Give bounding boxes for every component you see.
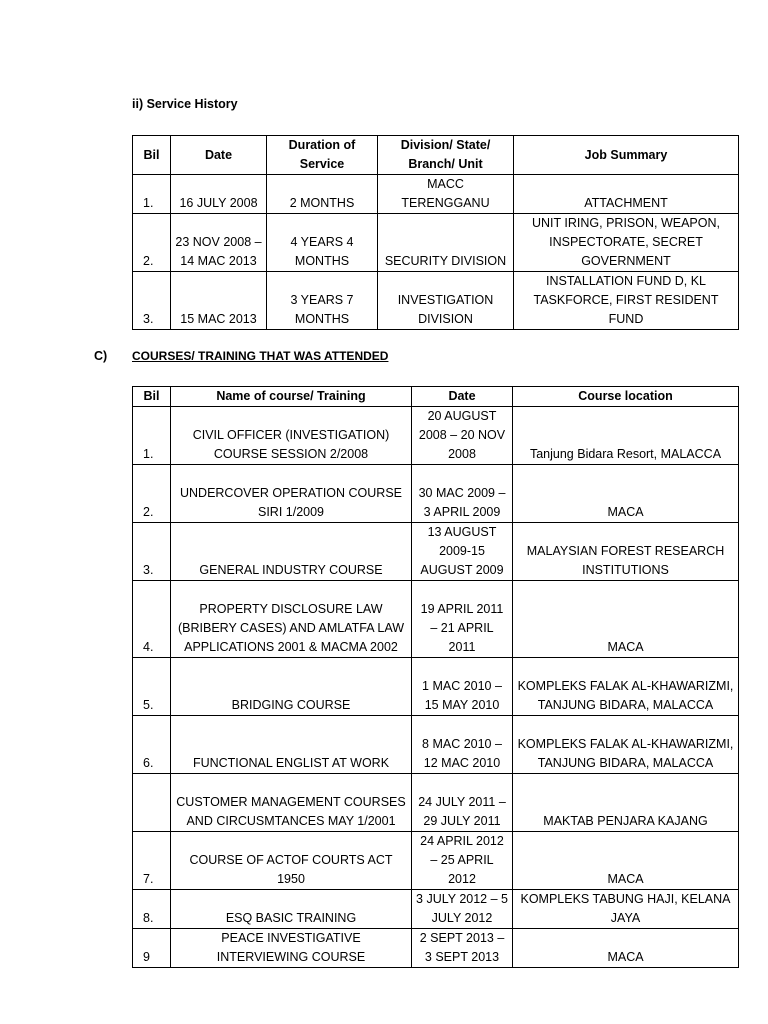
row-number: 9 <box>133 929 171 968</box>
row-number: 3. <box>133 523 171 581</box>
row-number <box>133 774 171 832</box>
column-header-bil: Bil <box>133 136 171 175</box>
service-division: MACC TERENGGANU <box>378 175 514 214</box>
table-row <box>133 832 739 890</box>
job-summary: ATTACHMENT <box>514 175 739 214</box>
table-row <box>133 407 739 465</box>
course-location: MACA <box>513 832 739 890</box>
courses-heading: COURSES/ TRAINING THAT WAS ATTENDED <box>132 349 389 363</box>
column-header-job-summary: Job Summary <box>514 136 739 175</box>
row-number: 8. <box>133 890 171 929</box>
course-date: 8 MAC 2010 – 12 MAC 2010 <box>412 716 513 774</box>
table-row <box>133 658 739 716</box>
course-date: 19 APRIL 2011 – 21 APRIL 2011 <box>412 581 513 658</box>
service-division: SECURITY DIVISION <box>378 214 514 272</box>
course-location: MAKTAB PENJARA KAJANG <box>513 774 739 832</box>
course-name: COURSE OF ACTOF COURTS ACT 1950 <box>171 832 412 890</box>
row-number: 7. <box>133 832 171 890</box>
row-number: 2. <box>133 214 171 272</box>
service-duration: 3 YEARS 7 MONTHS <box>267 272 378 330</box>
table-header-row <box>133 136 739 175</box>
table-row <box>133 929 739 968</box>
table-row <box>133 716 739 774</box>
course-name: PEACE INVESTIGATIVE INTERVIEWING COURSE <box>171 929 412 968</box>
service-history-heading: ii) Service History <box>132 97 238 111</box>
row-number: 1. <box>133 407 171 465</box>
course-location: KOMPLEKS FALAK AL-KHAWARIZMI, TANJUNG BIDARA, MALACCA <box>513 658 739 716</box>
course-name: BRIDGING COURSE <box>171 658 412 716</box>
column-header-division: Division/ State/ Branch/ Unit <box>378 136 514 175</box>
course-location: KOMPLEKS TABUNG HAJI, KELANA JAYA <box>513 890 739 929</box>
table-row <box>133 890 739 929</box>
service-duration: 2 MONTHS <box>267 175 378 214</box>
table-row <box>133 272 739 330</box>
row-number: 3. <box>133 272 171 330</box>
course-name: GENERAL INDUSTRY COURSE <box>171 523 412 581</box>
course-location: MACA <box>513 929 739 968</box>
course-name: FUNCTIONAL ENGLIST AT WORK <box>171 716 412 774</box>
table-row <box>133 465 739 523</box>
service-division: INVESTIGATION DIVISION <box>378 272 514 330</box>
course-location: Tanjung Bidara Resort, MALACCA <box>513 407 739 465</box>
course-date: 30 MAC 2009 – 3 APRIL 2009 <box>412 465 513 523</box>
course-location: MALAYSIAN FOREST RESEARCH INSTITUTIONS <box>513 523 739 581</box>
course-location: KOMPLEKS FALAK AL-KHAWARIZMI, TANJUNG BIDARA, MALACCA <box>513 716 739 774</box>
course-name: CIVIL OFFICER (INVESTIGATION) COURSE SESSION 2/2008 <box>171 407 412 465</box>
table-row <box>133 175 739 214</box>
column-header-date: Date <box>171 136 267 175</box>
service-date: 16 JULY 2008 <box>171 175 267 214</box>
course-date: 20 AUGUST 2008 – 20 NOV 2008 <box>412 407 513 465</box>
course-location: MACA <box>513 465 739 523</box>
table-row <box>133 214 739 272</box>
course-name: UNDERCOVER OPERATION COURSE SIRI 1/2009 <box>171 465 412 523</box>
column-header-course-name: Name of course/ Training <box>171 387 412 407</box>
course-date: 2 SEPT 2013 – 3 SEPT 2013 <box>412 929 513 968</box>
table-header-row <box>133 387 739 407</box>
section-label: C) <box>94 349 108 363</box>
course-name: PROPERTY DISCLOSURE LAW (BRIBERY CASES) AND AMLATFA LAW APPLICATIONS 2001 & MACMA 2002 <box>171 581 412 658</box>
column-header-date: Date <box>412 387 513 407</box>
table-row <box>133 581 739 658</box>
job-summary: INSTALLATION FUND D, KL TASKFORCE, FIRST RESIDENT FUND <box>514 272 739 330</box>
column-header-duration: Duration of Service <box>267 136 378 175</box>
course-date: 3 JULY 2012 – 5 JULY 2012 <box>412 890 513 929</box>
course-name: ESQ BASIC TRAINING <box>171 890 412 929</box>
service-history-table <box>132 135 739 330</box>
course-date: 24 JULY 2011 – 29 JULY 2011 <box>412 774 513 832</box>
course-location: MACA <box>513 581 739 658</box>
course-date: 13 AUGUST 2009-15 AUGUST 2009 <box>412 523 513 581</box>
row-number: 4. <box>133 581 171 658</box>
job-summary: UNIT IRING, PRISON, WEAPON, INSPECTORATE, SECRET GOVERNMENT <box>514 214 739 272</box>
row-number: 5. <box>133 658 171 716</box>
service-date: 15 MAC 2013 <box>171 272 267 330</box>
service-date: 23 NOV 2008 – 14 MAC 2013 <box>171 214 267 272</box>
table-row <box>133 523 739 581</box>
courses-table <box>132 386 739 968</box>
service-duration: 4 YEARS 4 MONTHS <box>267 214 378 272</box>
row-number: 1. <box>133 175 171 214</box>
row-number: 6. <box>133 716 171 774</box>
course-date: 24 APRIL 2012 – 25 APRIL 2012 <box>412 832 513 890</box>
column-header-bil: Bil <box>133 387 171 407</box>
column-header-location: Course location <box>513 387 739 407</box>
course-date: 1 MAC 2010 – 15 MAY 2010 <box>412 658 513 716</box>
table-row <box>133 774 739 832</box>
row-number: 2. <box>133 465 171 523</box>
course-name: CUSTOMER MANAGEMENT COURSES AND CIRCUSMTANCES MAY 1/2001 <box>171 774 412 832</box>
